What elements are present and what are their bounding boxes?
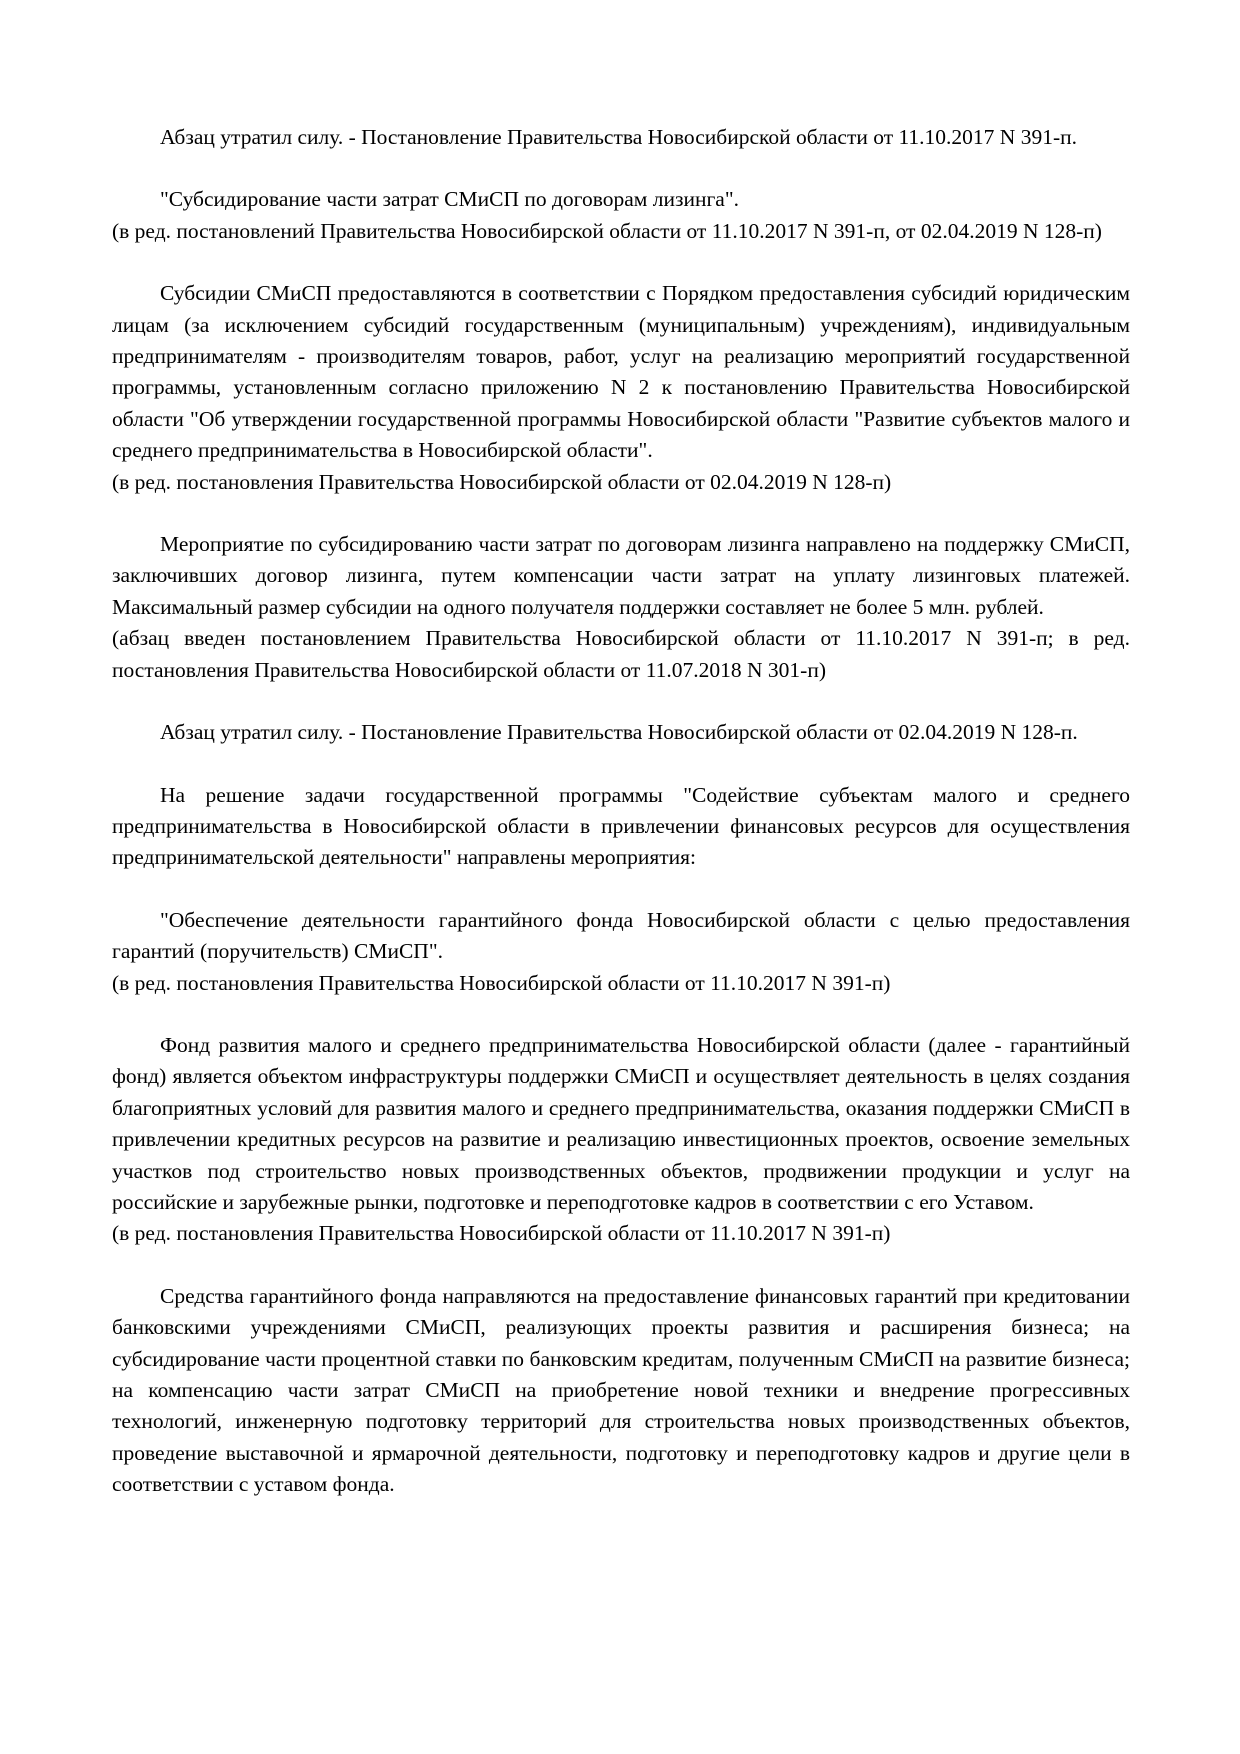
paragraph-text: На решение задачи государственной программы "Содействие субъектам малого и среднего предпринимательства в Новосибирской области в привлечении финансовых ресурсов для осуществления предпринимательской деятельности" направлены мероприятия: — [112, 782, 1130, 870]
text-block-lapsed-paragraph-128 — [112, 717, 1130, 748]
citation-text: (в ред. постановления Правительства Новосибирской области от 11.10.2017 N 391-п) — [112, 970, 891, 995]
text-block-fund-description — [112, 1030, 1130, 1250]
block-spacer — [112, 874, 1130, 905]
block-spacer — [112, 1250, 1130, 1281]
paragraph-text: "Субсидирование части затрат СМиСП по договорам лизинга". — [160, 187, 739, 212]
block-spacer — [112, 247, 1130, 278]
text-block-lapsed-paragraph-391 — [112, 122, 1130, 153]
block-spacer — [112, 153, 1130, 184]
text-block-leasing-measure — [112, 529, 1130, 686]
text-block-subsidy-procedure — [112, 278, 1130, 498]
paragraph-text: Абзац утратил силу. - Постановление Правительства Новосибирской области от 02.04.2019 N 128-п. — [160, 720, 1078, 745]
paragraph-text: Мероприятие по субсидированию части затрат по договорам лизинга направлено на поддержку СМиСП, заключивших договор лизинга, путем компенсации части затрат на уплату лизинговых платежей. Максимальный размер субсидии на одного получателя поддержки составляет не более 5 млн. рублей. — [112, 532, 1130, 619]
citation-text: (в ред. постановлений Правительства Новосибирской области от 11.10.2017 N 391-п, от 02.04.2019 N 128-п) — [112, 218, 1102, 243]
text-block-leasing-subsidy-title — [112, 184, 1130, 247]
citation-text: (в ред. постановления Правительства Новосибирской области от 11.10.2017 N 391-п) — [112, 1221, 891, 1246]
paragraph-text: "Обеспечение деятельности гарантийного фонда Новосибирской области с целью предоставления гарантий (поручительств) СМиСП". — [112, 907, 1130, 964]
block-spacer — [112, 749, 1130, 780]
text-block-fund-resources — [112, 1281, 1130, 1501]
paragraph-text: Средства гарантийного фонда направляются на предоставление финансовых гарантий при кредитовании банковскими учреждениями СМиСП, реализующих проекты развития и расширения бизнеса; на субсидирование части процентной ставки по банковским кредитам, полученным СМиСП на развитие бизнеса; на компенсацию части затрат СМиСП на приобретение новой техники и внедрение прогрессивных технологий, инженерную подготовку территорий для строительства новых производственных объектов, проведение выставочной и ярмарочной деятельности, подготовку и переподготовку кадров и другие цели в соответствии с уставом фонда. — [112, 1283, 1130, 1497]
document-text-column — [112, 122, 1130, 1501]
text-block-guarantee-fund-measure — [112, 905, 1130, 999]
block-spacer — [112, 498, 1130, 529]
block-spacer — [112, 686, 1130, 717]
text-block-program-objective — [112, 780, 1130, 874]
citation-text: (абзац введен постановлением Правительства Новосибирской области от 11.10.2017 N 391-п; в ред. постановления Правительства Новосибирской области от 11.07.2018 N 301-п) — [112, 626, 1130, 682]
paragraph-text: Абзац утратил силу. - Постановление Правительства Новосибирской области от 11.10.2017 N 391-п. — [160, 125, 1077, 149]
block-spacer — [112, 999, 1130, 1030]
paragraph-text: Фонд развития малого и среднего предпринимательства Новосибирской области (далее - гарантийный фонд) является объектом инфраструктуры поддержки СМиСП и осуществляет деятельность в целях создания благоприятных условий для развития малого и среднего предпринимательства, оказания поддержки СМиСП в привлечении кредитных ресурсов на развитие и реализацию инвестиционных проектов, освоение земельных участков под строительство новых производственных объектов, продвижении продукции и услуг на российские и зарубежные рынки, подготовке и переподготовке кадров в соответствии с его Уставом. — [112, 1032, 1130, 1214]
paragraph-text: Субсидии СМиСП предоставляются в соответствии с Порядком предоставления субсидий юридическим лицам (за исключением субсидий государственным (муниципальным) учреждениям), индивидуальным предпринимателям - производителям товаров, работ, услуг на реализацию мероприятий государственной программы, установленным согласно приложению N 2 к постановлению Правительства Новосибирской области "Об утверждении государственной программы Новосибирской области "Развитие субъектов малого и среднего предпринимательства в Новосибирской области". — [112, 281, 1130, 463]
citation-text: (в ред. постановления Правительства Новосибирской области от 02.04.2019 N 128-п) — [112, 469, 892, 494]
